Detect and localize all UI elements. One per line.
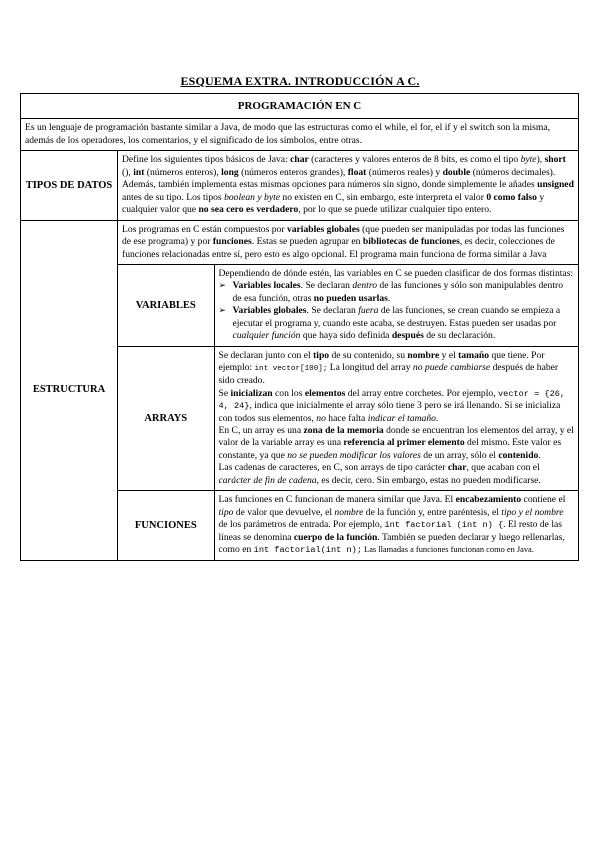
tipos-content: Define los siguientes tipos básicos de Java: char (caracteres y valores enteros de 8 bits, es como el tipo byte), short (), int (números enteros), long (números enteros grandes), float (números reales) y double (números decimales). Además, también implementa estas mismas opciones para números sin signo, donde simplemente le añades unsigned antes de su tipo. Los tipos boolean y byte no existen en C, sin embargo, este interpreta el valor 0 como falso y cualquier valor que no sea cero es verdadero, por lo que se puede utilizar cualquier tipo entero.: [118, 151, 579, 220]
funciones-label: FUNCIONES: [118, 491, 214, 560]
tipos-label: TIPOS DE DATOS: [21, 151, 118, 220]
estructura-content: [118, 220, 579, 560]
arrays-paragraph: Las cadenas de caracteres, en C, son arrays de tipo carácter char, que acaban con el carácter de fin de cadena, es decir, cero. Sin embargo, estas no pueden modificarse.: [218, 462, 541, 486]
estructura-intro: Los programas en C están compuestos por variables globales (que pueden ser manipuladas por todas las funciones de ese programa) y por funciones. Estas se pueden agrupar en bibliotecas de funciones, es decir, colecciones de funciones relacionadas entre sí, pero esto es algo opcional. El programa main funciona de forma similar a Java: [118, 221, 578, 265]
arrays-content: [214, 346, 578, 491]
arrow-bullet-icon: ➢: [218, 280, 227, 291]
section-title: PROGRAMACIÓN EN C: [21, 94, 579, 119]
arrays-paragraph: Se declaran junto con el tipo de su contenido, su nombre y el tamaño que tiene. Por ejemplo: int vector[100]; La longitud del array no puede cambiarse después de haber sido creado.: [218, 349, 559, 387]
arrays-paragraph: En C, un array es una zona de la memoria donde se encuentran los elementos del array, y el valor de la variable array es una referencia al primer elemento del mismo. Este valor es constante, ya que no se pueden modificar los valores de un array, sólo el contenido.: [218, 425, 574, 461]
arrow-bullet-icon: ➢: [218, 305, 227, 316]
variables-content: [214, 264, 578, 346]
estructura-label: ESTRUCTURA: [21, 220, 118, 560]
arrays-label: ARRAYS: [118, 346, 214, 491]
variables-label: VARIABLES: [118, 264, 214, 346]
main-table: [20, 93, 579, 561]
list-item: ➢ Variables globales. Se declaran fuera de las funciones, se crean cuando se empieza a ejecutar el programa y, cuando este acaba, se destruyen. Estas pueden ser usadas por cualquier función que haya sido definida después de su declaración.: [218, 305, 561, 342]
intro-text: Es un lenguaje de programación bastante similar a Java, de modo que las estructuras como el while, el for, el if y el switch son la misma, además de los operadores, los comentarios, y el significado de los símbolos, entre otras.: [21, 119, 579, 151]
variables-intro: Dependiendo de dónde estén, las variables en C se pueden clasificar de dos formas distintas:: [218, 267, 574, 279]
document-title: ESQUEMA EXTRA. INTRODUCCIÓN A C.: [180, 74, 420, 88]
list-item: ➢ Variables locales. Se declaran dentro de las funciones y sólo son manipulables dentro de esa función, otras no pueden usarlas.: [218, 280, 564, 304]
funciones-content: Las funciones en C funcionan de manera similar que Java. El encabezamiento contiene el tipo de valor que devuelve, el nombre de la función y, entre paréntesis, el tipo y el nombre de los parámetros de entrada. Por ejemplo, int factorial (int n) {. El resto de las líneas se denomina cuerpo de la función. También se pueden declarar y luego rellenarlas, como en int factorial(int n); Las llamadas a funciones funcionan como en Java.: [214, 491, 578, 560]
arrays-paragraph: Se inicializan con los elementos del array entre corchetes. Por ejemplo, vector = {26, 4, 24}, indica que inicialmente el array sólo tiene 3 pero se irá llenando. Si se inicializa con todos sus elementos, no hace falta indicar el tamaño.: [218, 387, 566, 424]
